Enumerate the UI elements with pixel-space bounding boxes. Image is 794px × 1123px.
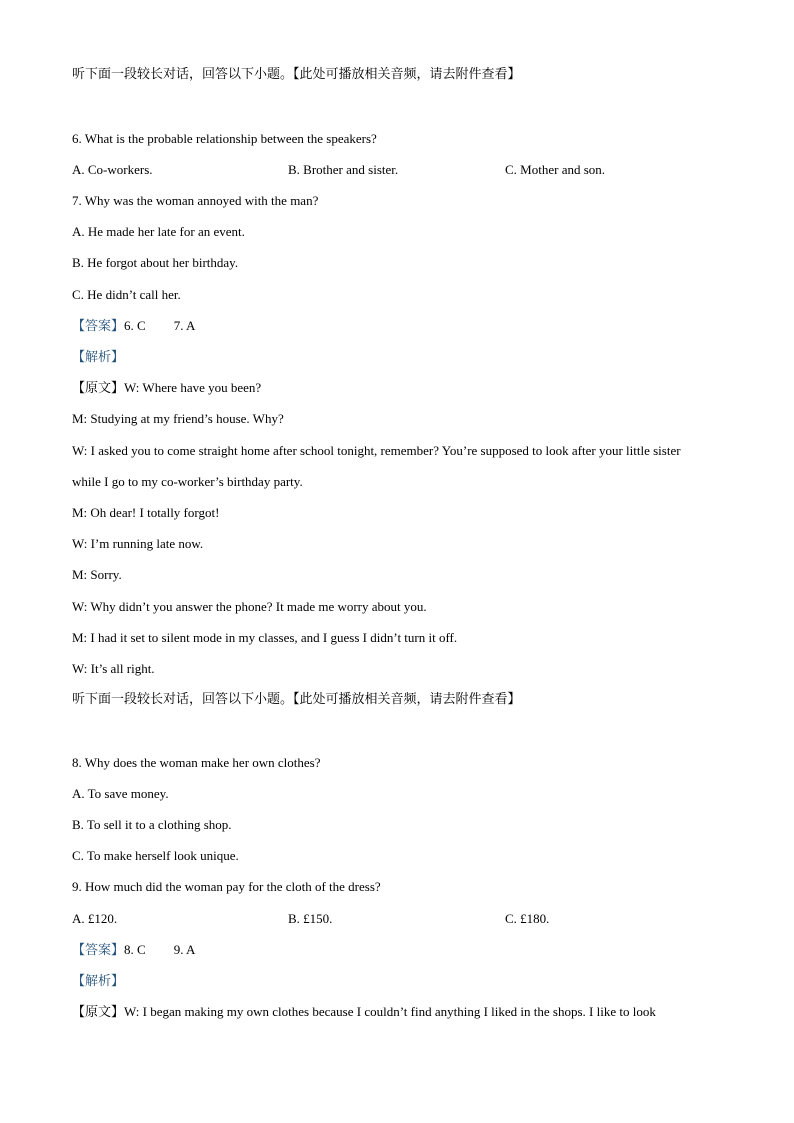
question-6-option-a: A. Co-workers. (72, 162, 153, 177)
question-6-option-c: C. Mother and son. (505, 162, 606, 177)
transcript-line: 【原文】W: I began making my own clothes because I couldn’t find anything I liked in the shops. I like to look (72, 1004, 656, 1020)
question-9-option-a: A. £120. (72, 911, 118, 926)
transcript-line: M: Sorry. (72, 567, 122, 582)
question-7-option-b: B. He forgot about her birthday. (72, 255, 239, 270)
answer-line-2 (72, 941, 195, 960)
question-9-option-c: C. £180. (505, 911, 550, 926)
analysis-line-1 (72, 348, 124, 367)
question-6: 6. What is the probable relationship between the speakers? (72, 131, 377, 146)
question-9: 9. How much did the woman pay for the cloth of the dress? (72, 879, 381, 894)
transcript-line: while I go to my co-worker’s birthday party. (72, 474, 303, 489)
transcript-line: M: Studying at my friend’s house. Why? (72, 411, 284, 426)
question-8-option-a: A. To save money. (72, 786, 169, 801)
analysis-tag: 【解析】 (72, 974, 125, 989)
answer-6: 6. C (124, 318, 146, 333)
analysis-line-2 (72, 972, 124, 991)
transcript-line: M: I had it set to silent mode in my classes, and I guess I didn’t turn it off. (72, 630, 458, 645)
question-8: 8. Why does the woman make her own clothes? (72, 755, 321, 770)
transcript-line: W: I’m running late now. (72, 536, 204, 551)
transcript-line: W: It’s all right. (72, 661, 155, 676)
answer-7: 7. A (173, 318, 196, 333)
question-9-option-b: B. £150. (288, 911, 333, 926)
transcript-line: 【原文】W: Where have you been? (72, 380, 262, 396)
question-7-option-c: C. He didn’t call her. (72, 287, 181, 302)
transcript-tag: 【原文】 (72, 1005, 125, 1020)
question-7-option-a: A. He made her late for an event. (72, 224, 245, 239)
listening-instruction-1: 听下面一段较长对话，回答以下小题。【此处可播放相关音频，请去附件查看】 (72, 67, 521, 82)
question-8-option-b: B. To sell it to a clothing shop. (72, 817, 232, 832)
listening-instruction-2: 听下面一段较长对话，回答以下小题。【此处可播放相关音频，请去附件查看】 (72, 692, 521, 707)
question-8-option-c: C. To make herself look unique. (72, 848, 239, 863)
transcript-line: W: Why didn’t you answer the phone? It made me worry about you. (72, 599, 427, 614)
question-7: 7. Why was the woman annoyed with the man? (72, 193, 319, 208)
answer-tag: 【答案】 (72, 319, 125, 334)
transcript-tag: 【原文】 (72, 381, 125, 396)
transcript-line: M: Oh dear! I totally forgot! (72, 505, 220, 520)
answer-9: 9. A (173, 942, 196, 957)
answer-tag: 【答案】 (72, 943, 125, 958)
analysis-tag: 【解析】 (72, 350, 125, 365)
answer-8: 8. C (124, 942, 146, 957)
transcript-line: W: I asked you to come straight home after school tonight, remember? You’re supposed to look after your little sister (72, 443, 681, 458)
answer-line-1 (72, 317, 195, 336)
question-6-option-b: B. Brother and sister. (288, 162, 399, 177)
